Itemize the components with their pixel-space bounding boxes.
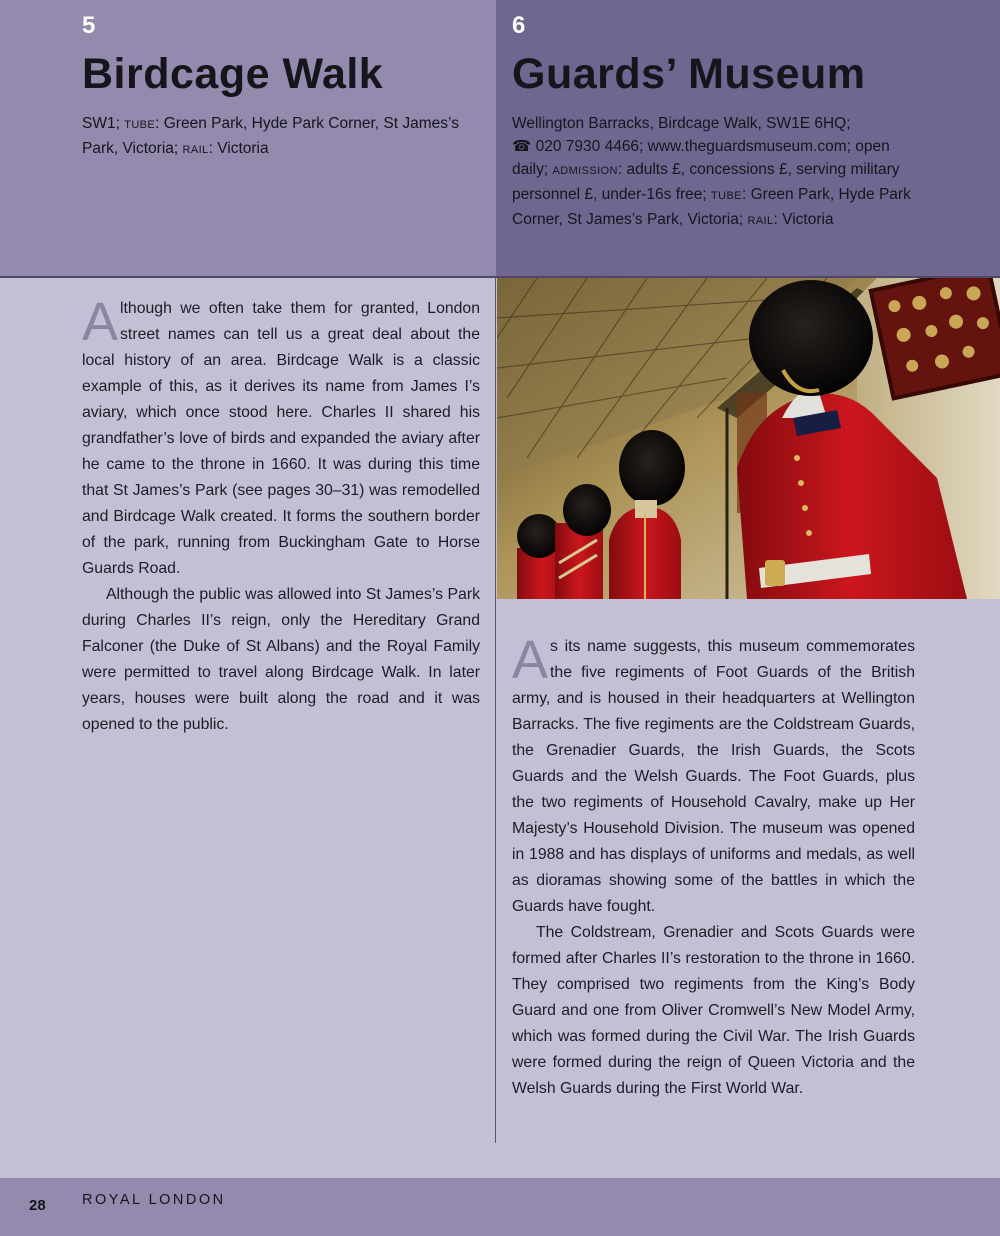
section-title: Guards’ Museum — [512, 50, 866, 98]
guards-uniforms-photo — [497, 278, 1000, 599]
header-panel-birdcage-walk — [0, 0, 496, 276]
paragraph: Although the public was allowed into St James’s Park during Charles II’s reign, only the Hereditary Grand Falconer (the Duke of St Albans) and the Royal Family were permitted to travel along Birdcage Walk. In later years, houses were built along the road and it was opened to the public. — [82, 586, 480, 733]
info-text: : Victoria — [208, 140, 269, 157]
rail-label: RAIL — [747, 215, 774, 227]
drop-cap: A — [512, 630, 549, 690]
admission-label: ADMISSION — [552, 165, 618, 177]
tube-label: TUBE — [124, 119, 156, 131]
paragraph-text: lthough we often take them for granted, London street names can tell us a great deal about the local history of an area. Birdcage Walk is a classic example of this, as it derives its name from James I’s aviary, which once stood here. Charles II shared his grandfather’s love of birds and expanded the aviary after he came to the throne in 1660. It was during this time that St James’s Park (see pages 30–31) was remodelled and Birdcage Walk created. It forms the southern border of the park, running from Buckingham Gate to Horse Guards Road. — [82, 300, 480, 577]
header-panel-guards-museum — [496, 0, 1000, 276]
info-text: Wellington Barracks, Birdcage Walk, SW1E 6HQ; — [512, 115, 851, 132]
running-head: ROYAL LONDON — [82, 1192, 226, 1208]
tube-label: TUBE — [711, 190, 742, 202]
paragraph: The Coldstream, Grenadier and Scots Guards were formed after Charles II’s restoration to the throne in 1660. They comprised two regiments from the King’s Body Guard and one from Oliver Cromwell’s New Model Army, which was formed during the Civil War. The Irish Guards were formed during the reign of Queen Victoria and the Welsh Guards during the First World War. — [512, 924, 915, 1097]
guards-museum-text — [512, 630, 915, 1102]
info-text: SW1; — [82, 115, 125, 132]
paragraph — [82, 292, 480, 582]
paragraph — [512, 630, 915, 920]
rail-label: RAIL — [182, 144, 209, 156]
section-number: 5 — [82, 12, 96, 39]
section-info — [82, 112, 482, 162]
page-number: 28 — [29, 1197, 46, 1214]
section-info — [512, 112, 922, 233]
birdcage-walk-text — [82, 292, 480, 738]
drop-cap: A — [82, 292, 119, 352]
info-text: : Green Park, Hyde Park Corner, St James’s Park, Victoria; — [82, 115, 459, 157]
page-footer — [0, 1178, 1000, 1236]
photo-illustration — [497, 278, 1000, 599]
info-text: : Green Park, Hyde Park Corner, St James’s Park, Victoria; — [512, 186, 911, 228]
info-text: : Victoria — [773, 211, 834, 228]
phone-icon: ☎ — [512, 138, 532, 155]
info-text: : adults £, concessions £, serving military personnel £, under-16s free; — [512, 161, 900, 203]
section-number: 6 — [512, 12, 526, 39]
section-title: Birdcage Walk — [82, 50, 384, 98]
paragraph-text: s its name suggests, this museum commemorates the five regiments of Foot Guards of the British army, and is housed in their headquarters at Wellington Barracks. The five regiments are the Coldstream Guards, the Grenadier Guards, the Irish Guards, the Scots Guards and the Welsh Guards. The Foot Guards, plus the two regiments of Household Cavalry, make up Her Majesty’s Household Division. The museum was opened in 1988 and has displays of uniforms and medals, as well as dioramas showing some of the battles in which the Guards have fought. — [512, 638, 915, 915]
column-divider — [495, 278, 496, 1143]
info-text: 020 7930 4466; www.theguardsmuseum.com; open daily; — [512, 138, 890, 178]
